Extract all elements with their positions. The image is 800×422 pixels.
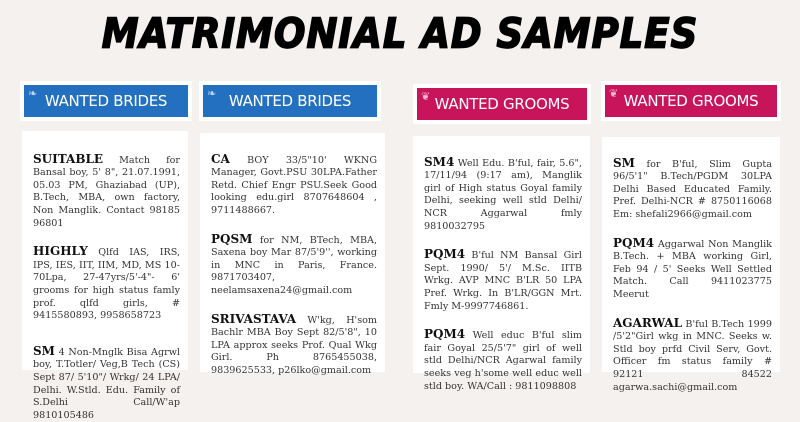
banner-label: WANTED BRIDES	[228, 92, 352, 110]
ad-item	[211, 233, 377, 298]
ad-text: Well educ B'ful slim fair Goyal 25/5'7" girl of well stld Delhi/NCR Agarwal family seeks veg h'some well educ well stld boy. WA/Call : 9811098808	[424, 330, 582, 392]
ad-item	[613, 237, 772, 302]
ad-keyword: SUITABLE	[33, 151, 104, 166]
ad-text: for B'ful, Slim Gupta 96/5'1" B.Tech/PGDM 30LPA Delhi Based Educated Family. Pref. Delhi-NCR # 8750116068 Em: shefali2966@gmail.com	[613, 158, 772, 220]
ad-keyword: PQM4	[424, 247, 466, 262]
banner-wanted-brides-1	[20, 81, 192, 121]
ad-card-grooms-2	[602, 137, 780, 393]
flourish-icon: ❦	[421, 90, 430, 103]
flourish-icon: ❧	[207, 87, 216, 100]
ad-text: Qlfd IAS, IRS, IPS, IES, IIT, IIM, MD, MS 10-70Lpa, 27-47yrs/5'-4"- 6' grooms for high status famly prof. qlfd girls, # 9415580893, 9958658723	[33, 247, 180, 322]
ad-keyword: PQM4	[424, 327, 466, 342]
ad-keyword: CA	[211, 151, 230, 166]
banner-label: WANTED BRIDES	[44, 92, 168, 110]
ad-item	[424, 156, 582, 234]
ad-item	[424, 248, 582, 313]
page-title: MATRIMONIAL AD SAMPLES	[101, 9, 699, 58]
ad-text: B'ful NM Bansal Girl Sept. 1990/ 5'/ M.Sc. IITB Wrkg. AVP MNC B'LR 50 LPA Pref. Wrkg. In B'LR/GGN Mrt. Fmly M-9997746861.	[424, 250, 582, 312]
ad-item	[33, 245, 180, 323]
ad-keyword: SM4	[424, 154, 455, 169]
ad-text: for NM, BTech, MBA, Saxena boy Mar 87/5'9'', working in MNC in Paris, France. 9871703407, neelamsaxena24@gmail.com	[211, 234, 377, 296]
ad-text: 4 Non-Mnglk Bisa Agrwl boy, T.Totler/ Veg,B Tech (CS) Sept 87/ 5'10"/ Wrkg/ 24 LPA/ Delhi. W.Stld. Edu. Family of S.Delhi Call/W'ap 9810105486	[33, 346, 180, 421]
ad-text: BOY 33/5"10' WKNG Manager, Govt.PSU 30LPA.Father Retd. Chief Engr PSU.Seek Good looking edu.girl 8707648604 , 9711488667.	[211, 154, 377, 216]
ad-keyword: HIGHLY	[33, 244, 88, 259]
ad-card-brides-2	[200, 133, 385, 376]
ad-text: B'ful B.Tech 1999 /5'2"Girl wkg in MNC. Seeks w. Stld boy prfd Civil Serv, Govt. Officer fm status family # 92121 84522 agarwa.sachi@gmail.com	[613, 318, 772, 393]
ad-item	[211, 313, 377, 378]
ad-item	[613, 157, 772, 222]
banner-wanted-grooms-2	[601, 81, 781, 121]
ad-item	[424, 328, 582, 393]
banner-label: WANTED GROOMS	[623, 92, 759, 110]
banner-wanted-brides-2	[199, 81, 381, 121]
banner-label: WANTED GROOMS	[434, 95, 570, 113]
ad-card-brides-1	[22, 131, 188, 421]
ad-keyword: AGARWAL	[613, 315, 683, 330]
flourish-icon: ❧	[28, 87, 37, 100]
ad-item	[33, 345, 180, 422]
flourish-icon: ❦	[609, 87, 618, 100]
ad-text: W'kg, H'som Bachlr MBA Boy Sept 82/5'8", 10 LPA approx seeks Prof. Qual Wkg Girl. Ph 8765455038, 9839625533, p26lko@gmail.com	[211, 314, 377, 376]
ad-keyword: PQSM	[211, 231, 253, 246]
ad-card-grooms-1	[413, 136, 590, 392]
ad-item	[211, 153, 377, 218]
ad-keyword: SRIVASTAVA	[211, 311, 297, 326]
ad-item	[33, 153, 180, 231]
ad-text: Well Edu. B'ful, fair, 5.6", 17/11/94 (9:17 am), Manglik girl of High status Goyal family Delhi, seeking well stld Delhi/ NCR Aggarwal fmly 9810032795	[424, 157, 582, 232]
ad-text: Aggarwal Non Manglik B.Tech. + MBA working Girl, Feb 94 / 5' Seeks Well Settled Match. Call 9411023775 Meerut	[613, 238, 772, 300]
ad-text: Match for Bansal boy, 5' 8", 21.07.1991, 05.03 PM, Ghaziabad (UP), B.Tech, MBA, own factory, Non Manglik. Contact 98185 96801	[33, 154, 180, 229]
banner-wanted-grooms-1	[413, 84, 591, 124]
ad-keyword: SM	[33, 343, 55, 358]
ad-keyword: PQM4	[613, 235, 655, 250]
ad-keyword: SM	[613, 155, 635, 170]
ad-item	[613, 317, 772, 395]
